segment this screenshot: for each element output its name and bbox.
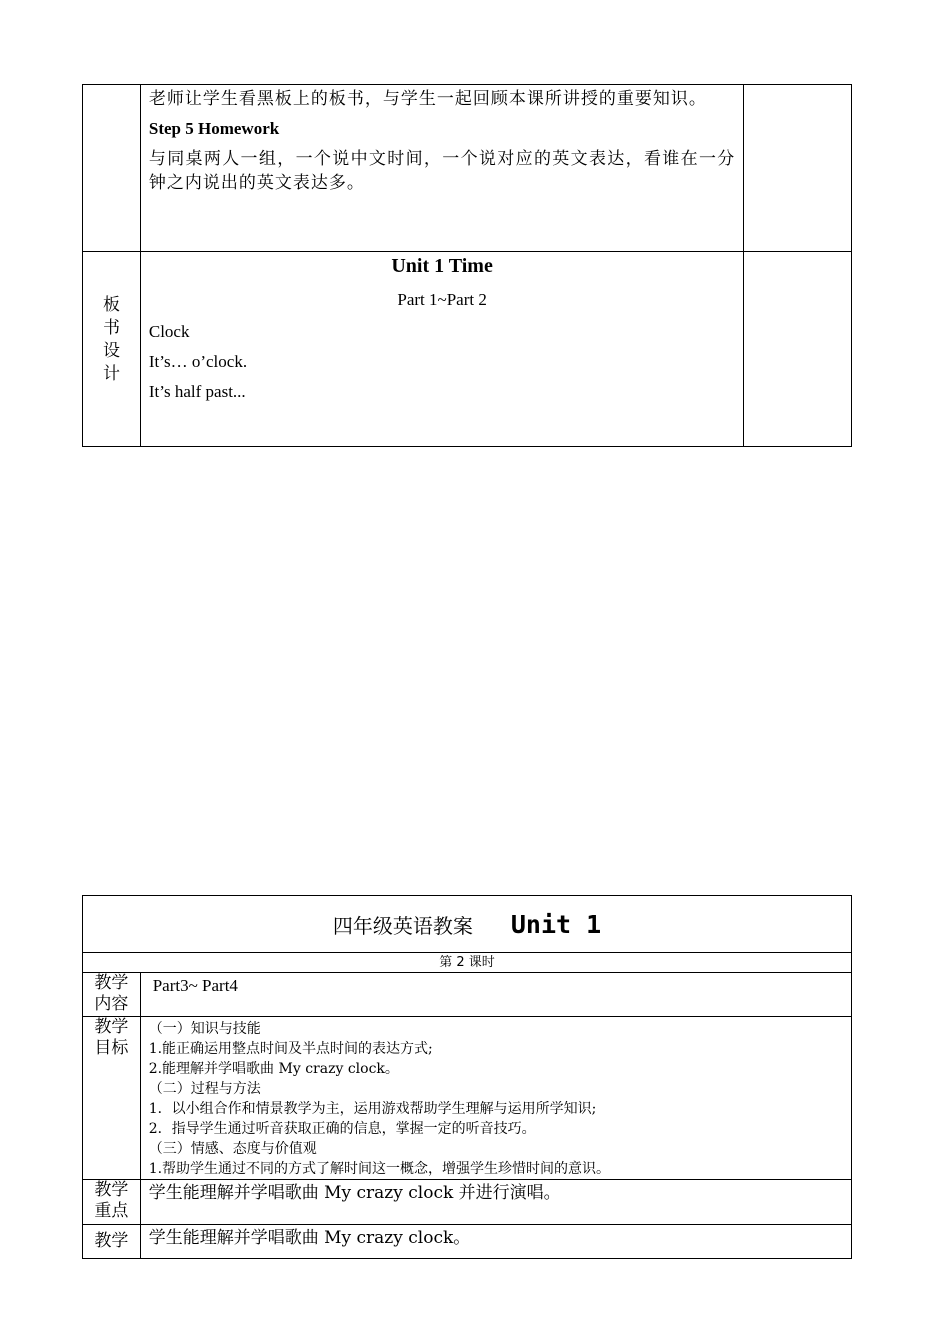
lesson-table-continued xyxy=(82,84,852,447)
teaching-focus-text: 学生能理解并学唱歌曲 My crazy clock 并进行演唱。 xyxy=(148,1183,561,1203)
label-line: 教学 xyxy=(94,1180,129,1200)
review-notes-cell xyxy=(744,85,852,252)
board-design-row xyxy=(83,252,852,447)
teaching-content-label xyxy=(83,973,140,1015)
teaching-objectives-label xyxy=(83,1017,140,1059)
board-label-char: 计 xyxy=(102,364,120,384)
lesson-plan-header-row xyxy=(83,896,852,953)
objective-line: 2.能理解并学唱歌曲 My crazy clock。 xyxy=(148,1061,399,1077)
lesson-number-row xyxy=(83,953,852,973)
lesson-plan-table xyxy=(82,895,852,1259)
objective-line: 1．以小组合作和情景教学为主，运用游戏帮助学生理解与运用所学知识; xyxy=(148,1101,597,1117)
lesson-number: 第 2 课时 xyxy=(83,953,852,973)
label-line: 内容 xyxy=(94,994,129,1014)
review-label-cell xyxy=(83,85,141,252)
board-design-label-cell xyxy=(83,252,141,447)
board-line: Clock xyxy=(148,322,190,341)
label-line: 目标 xyxy=(94,1038,129,1058)
review-row xyxy=(83,85,852,252)
teaching-content-text: Part3~ Part4 xyxy=(152,976,238,995)
teaching-difficulty-label: 教学 xyxy=(94,1231,129,1251)
teaching-content-cell xyxy=(140,973,851,1017)
teaching-focus-row xyxy=(83,1180,852,1225)
label-line: 教学 xyxy=(94,973,129,993)
board-title: Unit 1 Time xyxy=(391,255,493,277)
teaching-content-label-cell xyxy=(83,973,141,1017)
teaching-objectives-cell xyxy=(140,1017,851,1180)
label-line: 重点 xyxy=(94,1201,129,1221)
objectives-list xyxy=(149,1019,843,1179)
board-subtitle: Part 1~Part 2 xyxy=(397,290,487,309)
objective-line: 1.帮助学生通过不同的方式了解时间这一概念，增强学生珍惜时间的意识。 xyxy=(148,1161,611,1177)
board-label-char: 板 xyxy=(102,295,120,315)
board-design-label xyxy=(83,252,140,386)
lesson-plan-unit: Unit 1 xyxy=(510,909,602,939)
teaching-difficulty-cell xyxy=(140,1225,851,1259)
objective-line: 2．指导学生通过听音获取正确的信息，掌握一定的听音技巧。 xyxy=(148,1121,536,1137)
lesson-plan-header-cell xyxy=(83,896,852,953)
board-line: It’s half past... xyxy=(148,382,246,401)
label-line: 教学 xyxy=(94,1017,129,1037)
board-label-char: 设 xyxy=(102,341,120,361)
teaching-objectives-label-cell xyxy=(83,1017,141,1180)
review-text: 老师让学生看黑板上的板书，与学生一起回顾本课所讲授的重要知识。 xyxy=(148,89,707,109)
objective-line: （一）知识与技能 xyxy=(148,1021,261,1037)
teaching-difficulty-label-cell xyxy=(83,1225,141,1259)
board-design-notes-cell xyxy=(744,252,852,447)
teaching-objectives-row xyxy=(83,1017,852,1180)
teaching-difficulty-text: 学生能理解并学唱歌曲 My crazy clock。 xyxy=(148,1228,471,1248)
step5-heading: Step 5 Homework xyxy=(148,119,280,138)
board-design-content-cell xyxy=(140,252,743,447)
homework-text: 与同桌两人一组，一个说中文时间，一个说对应的英文表达，看谁在一分钟之内说出的英文表达多。 xyxy=(148,149,736,193)
board-line: It’s… o’clock. xyxy=(148,352,248,371)
teaching-focus-label-cell xyxy=(83,1180,141,1225)
board-label-char: 书 xyxy=(102,318,120,338)
teaching-focus-cell xyxy=(140,1180,851,1225)
objective-line: （三）情感、态度与价值观 xyxy=(148,1141,317,1157)
objective-line: 1.能正确运用整点时间及半点时间的表达方式; xyxy=(148,1041,433,1057)
review-content-cell xyxy=(140,85,743,252)
teaching-content-row xyxy=(83,973,852,1017)
objective-line: （二）过程与方法 xyxy=(148,1081,261,1097)
teaching-difficulty-row xyxy=(83,1225,852,1259)
teaching-focus-label xyxy=(83,1180,140,1222)
lesson-plan-title: 四年级英语教案 xyxy=(332,913,473,938)
